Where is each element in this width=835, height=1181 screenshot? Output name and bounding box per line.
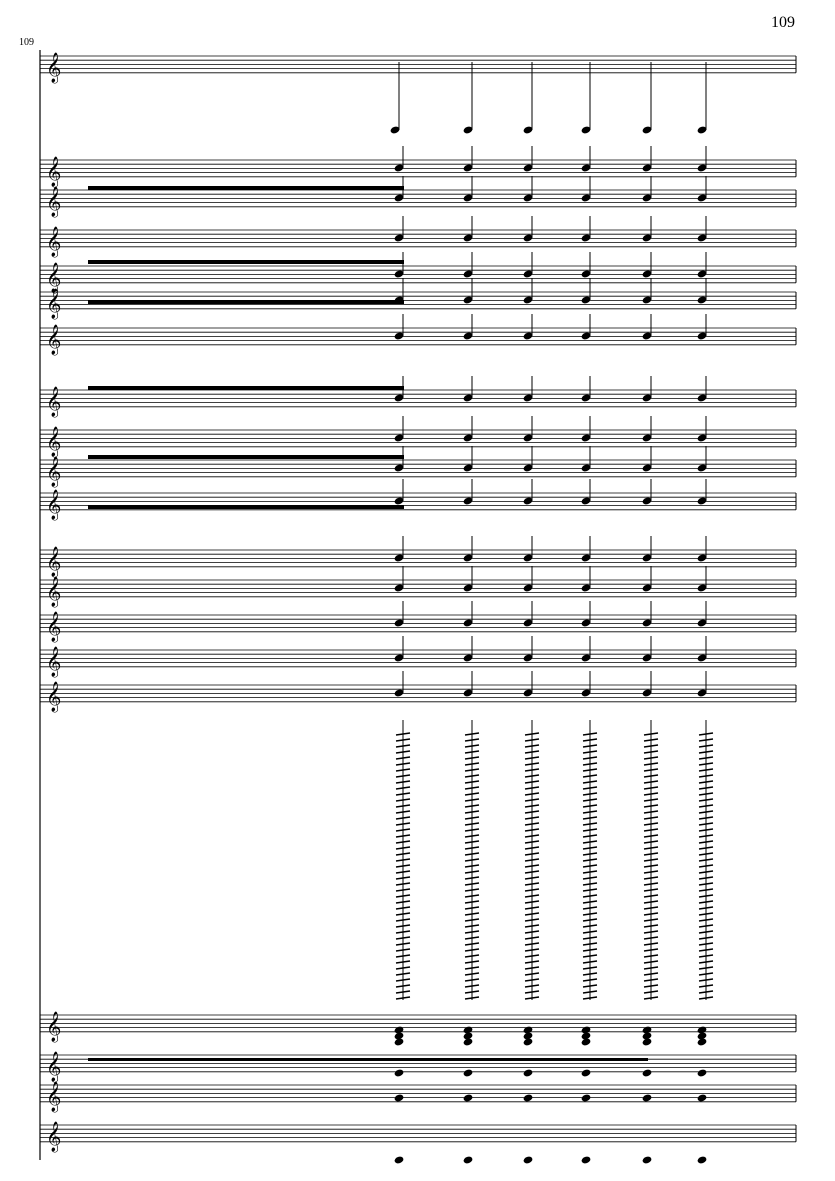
treble-clef-icon: 𝄞 xyxy=(46,456,62,487)
treble-clef-icon: 𝄞 xyxy=(46,426,62,457)
staff xyxy=(40,1121,796,1153)
notehead xyxy=(697,1068,708,1077)
notehead xyxy=(642,1068,653,1077)
beam xyxy=(88,1058,648,1061)
treble-clef-icon: 𝄞 xyxy=(46,226,62,257)
notehead xyxy=(394,1068,405,1077)
beam xyxy=(88,186,404,190)
notehead xyxy=(581,1037,592,1046)
notehead xyxy=(523,1155,534,1164)
staff xyxy=(40,1051,796,1083)
staff xyxy=(40,262,796,294)
treble-clef-icon: 𝄞 xyxy=(46,156,62,187)
staff xyxy=(40,576,796,608)
treble-clef-icon: 𝄞 xyxy=(46,1081,62,1112)
staff xyxy=(40,489,796,521)
notehead xyxy=(642,1037,653,1046)
staff xyxy=(40,186,796,218)
page-number: 109 xyxy=(771,14,795,31)
staff xyxy=(40,386,796,418)
treble-clef-icon: 𝄞 xyxy=(46,576,62,607)
treble-clef-icon: 𝄞 xyxy=(46,646,62,677)
notehead xyxy=(581,1068,592,1077)
notehead xyxy=(523,1068,534,1077)
treble-clef-icon: 𝄞 xyxy=(46,546,62,577)
notehead xyxy=(463,1068,474,1077)
treble-clef-icon: 𝄞 xyxy=(46,324,62,355)
notehead xyxy=(697,1155,708,1164)
treble-clef-icon: 𝄞 xyxy=(46,1011,62,1042)
notehead xyxy=(394,1155,405,1164)
notehead xyxy=(394,1093,405,1102)
staff xyxy=(40,426,796,458)
notehead xyxy=(523,1093,534,1102)
treble-clef-icon: 𝄞 xyxy=(46,186,62,217)
treble-clef-icon: 𝄞 xyxy=(46,288,62,319)
treble-clef-icon: 𝄞 xyxy=(46,489,62,520)
treble-clef-icon: 𝄞 xyxy=(46,611,62,642)
staff xyxy=(40,226,796,258)
notehead xyxy=(581,1155,592,1164)
beam xyxy=(88,386,404,390)
staff xyxy=(40,1011,796,1043)
notehead xyxy=(642,1093,653,1102)
staff xyxy=(40,456,796,488)
staff xyxy=(40,156,796,188)
notehead xyxy=(642,1155,653,1164)
staff xyxy=(40,681,796,713)
beam xyxy=(88,505,404,509)
staff xyxy=(40,1081,796,1113)
beam xyxy=(88,455,404,459)
staff xyxy=(40,52,796,84)
treble-clef-icon: 𝄞 xyxy=(46,1051,62,1082)
notehead xyxy=(523,1037,534,1046)
treble-clef-icon: 𝄞 xyxy=(46,262,62,293)
notehead xyxy=(463,1093,474,1102)
notehead xyxy=(697,1093,708,1102)
notehead xyxy=(394,1037,405,1046)
beam xyxy=(88,260,404,264)
treble-clef-icon: 𝄞 xyxy=(46,1121,62,1152)
beam xyxy=(88,300,404,304)
notehead xyxy=(697,1037,708,1046)
notehead xyxy=(463,1155,474,1164)
staff xyxy=(40,324,796,356)
staff xyxy=(40,611,796,643)
measure-number: 109 xyxy=(19,37,34,48)
notehead xyxy=(463,1037,474,1046)
note-group xyxy=(88,62,713,1165)
staff xyxy=(40,646,796,678)
treble-clef-icon: 𝄞 xyxy=(46,52,62,83)
staff-group xyxy=(40,50,796,1160)
treble-clef-icon: 𝄞 xyxy=(46,386,62,417)
treble-clef-icon: 𝄞 xyxy=(46,681,62,712)
notehead xyxy=(581,1093,592,1102)
staff xyxy=(40,546,796,578)
